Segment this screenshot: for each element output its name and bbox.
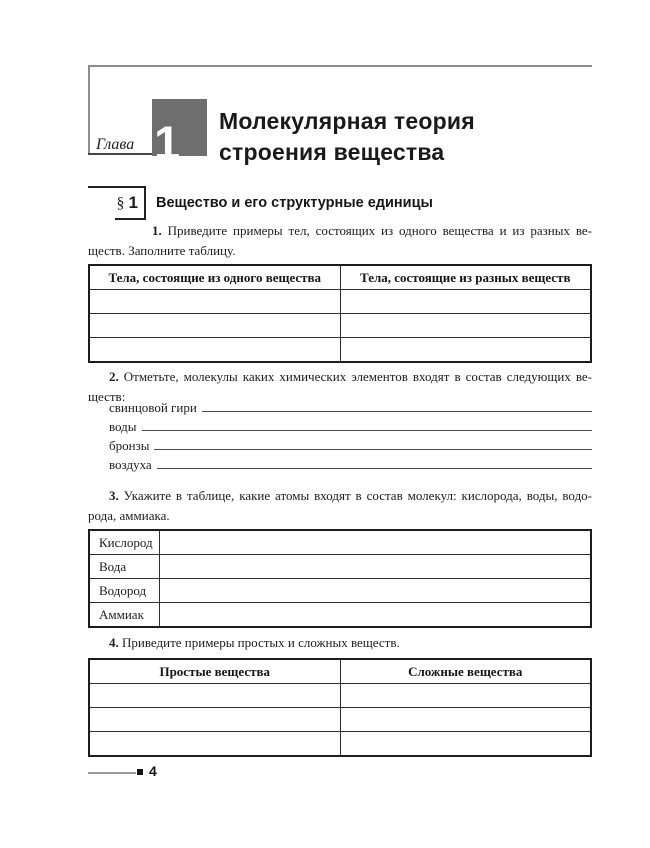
table-empty-cell[interactable] [89,338,340,363]
atoms-row-label-oxygen: Кислород [89,530,159,555]
fill-row-bronze [88,434,592,453]
table-empty-cell[interactable] [340,338,591,363]
answer-line[interactable] [157,468,592,469]
section-bracket-right [144,186,146,220]
fill-label: воздуха [109,457,152,472]
table-row [89,530,591,555]
table-row [89,684,591,708]
answer-line[interactable] [142,430,592,431]
table-row [89,579,591,603]
section-bracket-top [88,186,146,188]
section-number-digit: 1 [128,193,138,212]
chapter-title-line1: Молекулярная теория [219,108,475,134]
atoms-table [88,529,592,628]
bodies-table-header-one-substance: Тела, состоящие из одного вещества [89,265,340,290]
task-1-number: 1. [152,223,162,238]
chapter-label: Глава [96,136,135,153]
substances-table-header-simple: Простые вещества [89,659,340,684]
fill-row-lead-weight [88,396,592,415]
answer-line[interactable] [154,449,592,450]
task-3-line2: рода, аммиака. [88,508,170,523]
task-4-line1: 4. Приведите примеры простых и сложных веществ. [109,635,400,650]
task-3-number: 3. [109,488,119,503]
header-top-rule [88,65,592,67]
table-empty-cell[interactable] [340,290,591,314]
task-2-fill-lines [88,396,592,472]
chapter-title [219,106,619,168]
task-1-line1: 1. Приведите примеры тел, состоящих из одного вещества и из разных ве- [152,223,592,238]
header-left-rule [88,65,90,154]
atoms-row-label-water: Вода [89,555,159,579]
fill-label: свинцовой гири [109,400,197,415]
table-row [89,603,591,628]
answer-line[interactable] [202,411,592,412]
table-empty-cell[interactable] [159,603,591,628]
task-1-paragraph [88,221,592,261]
atoms-row-label-hydrogen: Водород [89,579,159,603]
page-number: 4 [149,763,157,779]
table-row [89,732,591,757]
footer-rule [88,772,136,774]
bodies-table-header-different-substances: Тела, состоящие из разных веществ [340,265,591,290]
chapter-number-box [152,99,207,169]
table-empty-cell[interactable] [340,708,591,732]
task-2-line2: ществ: [88,389,126,404]
task-3-line1: 3. Укажите в таблице, какие атомы входят в состав молекул: кислорода, воды, водо- [109,488,593,503]
atoms-row-label-ammonia: Аммиак [89,603,159,628]
table-empty-cell[interactable] [89,314,340,338]
table-empty-cell[interactable] [340,314,591,338]
table-empty-cell[interactable] [89,708,340,732]
chapter-number: 1 [154,116,181,169]
task-4-paragraph [88,633,592,653]
substances-table-header-complex: Сложные вещества [340,659,591,684]
footer-square-marker [137,769,143,775]
table-empty-cell[interactable] [340,684,591,708]
table-empty-cell[interactable] [159,579,591,603]
table-empty-cell[interactable] [159,555,591,579]
table-row [89,290,591,314]
table-empty-cell[interactable] [340,732,591,757]
section-number [88,193,138,213]
table-row [89,338,591,363]
section-bracket-bottom [115,218,146,220]
chapter-title-line2: строения вещества [219,139,445,165]
fill-label: бронзы [109,438,150,453]
table-empty-cell[interactable] [159,530,591,555]
section-title: Вещество и его структурные единицы [156,195,433,211]
table-empty-cell[interactable] [89,732,340,757]
table-row [89,314,591,338]
table-empty-cell[interactable] [89,684,340,708]
section-symbol: § [116,195,125,212]
task-4-number: 4. [109,635,119,650]
table-row [89,708,591,732]
task-2-line1: 2. Отметьте, молекулы каких химических элементов входят в состав следующих ве- [109,369,592,384]
fill-label: воды [109,419,137,434]
table-row [89,555,591,579]
table-empty-cell[interactable] [89,290,340,314]
fill-row-water [88,415,592,434]
fill-row-air [88,453,592,472]
task-2-number: 2. [109,369,119,384]
task-1-line2: ществ. Заполните таблицу. [88,243,236,258]
task-3-paragraph [88,486,592,526]
chapter-label-underline [88,153,152,155]
substances-table [88,658,592,757]
bodies-table [88,264,592,363]
